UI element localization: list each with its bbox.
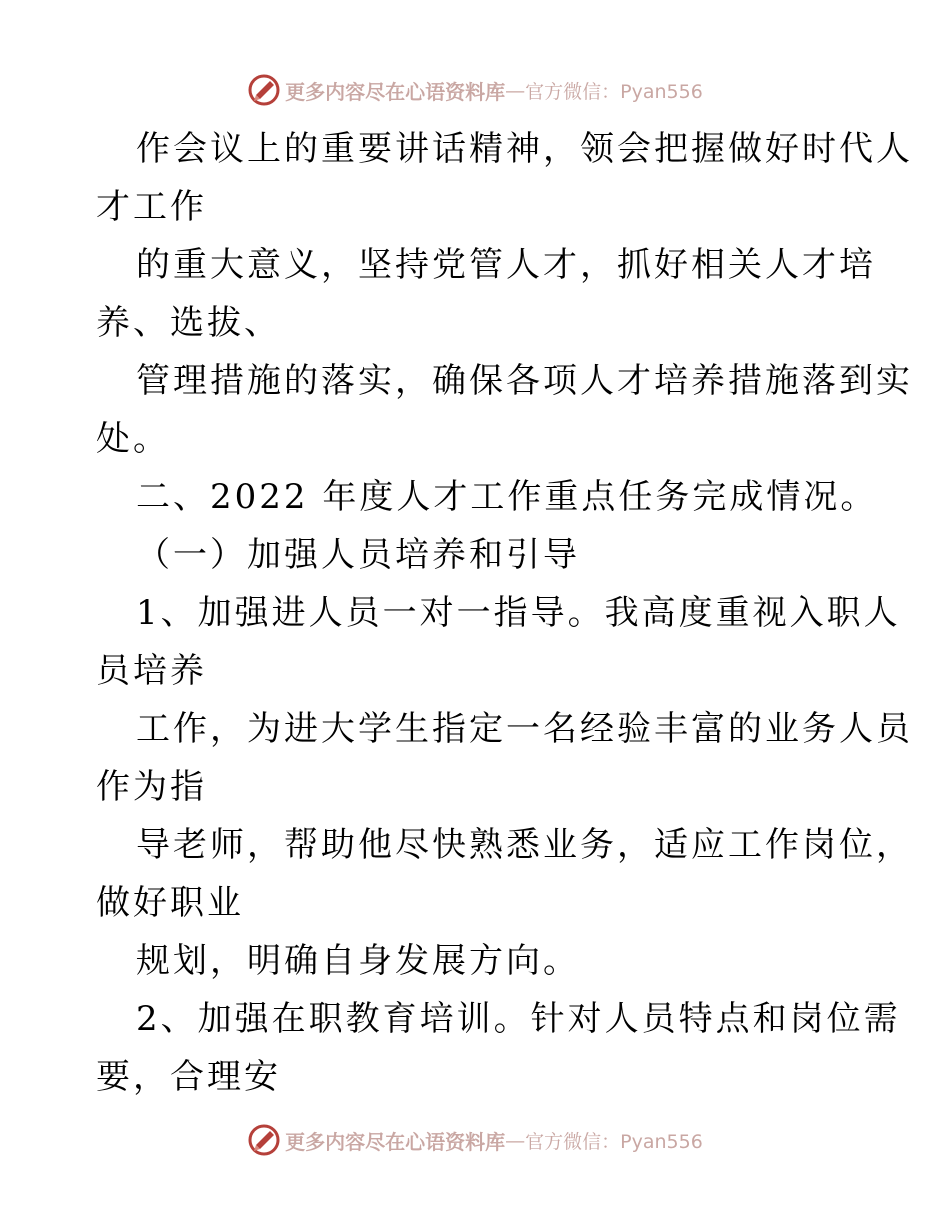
header-watermark (0, 70, 950, 110)
paragraph-line: 作为指 (96, 767, 207, 807)
paragraph-line: 工作，为进大学生指定一名经验丰富的业务人员 (136, 709, 913, 749)
document-body (96, 120, 913, 1106)
paragraph-line: 1、加强进人员一对一指导。我高度重视入职人 (136, 593, 901, 633)
paragraph-line: 管理措施的落实，确保各项人才培养措施落到实 (136, 361, 913, 401)
paragraph-line: 导老师，帮助他尽快熟悉业务，适应工作岗位， (136, 825, 913, 865)
watermark-text: 更多内容尽在心语资料库 (285, 79, 506, 104)
paragraph-line: 员培养 (96, 651, 207, 691)
watermark-text: 更多内容尽在心语资料库 (285, 1129, 506, 1154)
watermark-separator: — (505, 1128, 526, 1152)
paragraph-line: 二、2022 年度人才工作重点任务完成情况。 (136, 477, 878, 517)
paragraph-line: 才工作 (96, 187, 207, 227)
paragraph-line: 规划，明确自身发展方向。 (136, 941, 580, 981)
paragraph-line: 作会议上的重要讲话精神，领会把握做好时代人 (136, 129, 913, 169)
logo-icon (247, 73, 281, 107)
watermark-wechat: 官方微信：Pyan556 (525, 80, 703, 103)
paragraph-line: 要，合理安 (96, 1057, 281, 1097)
paragraph-line: 养、选拔、 (96, 303, 281, 343)
watermark-wechat: 官方微信：Pyan556 (525, 1130, 703, 1153)
logo-icon (247, 1123, 281, 1157)
paragraph-line: 的重大意义，坚持党管人才，抓好相关人才培 (136, 245, 876, 285)
paragraph-line: （一）加强人员培养和引导 (136, 535, 580, 575)
paragraph-line: 处。 (96, 419, 170, 459)
paragraph-line: 2、加强在职教育培训。针对人员特点和岗位需 (136, 999, 901, 1039)
watermark-separator: — (505, 78, 526, 102)
paragraph-line: 做好职业 (96, 883, 244, 923)
footer-watermark (0, 1120, 950, 1160)
